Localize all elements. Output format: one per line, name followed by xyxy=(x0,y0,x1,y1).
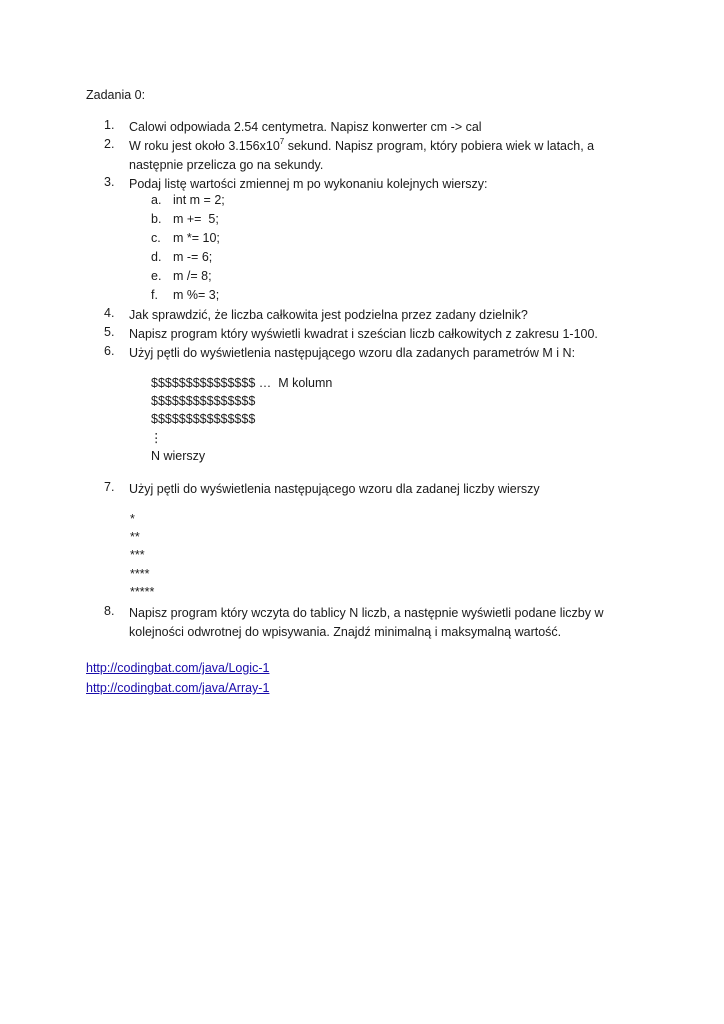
item-text: Podaj listę wartości zmiennej m po wykonaniu kolejnych wierszy: xyxy=(129,177,488,191)
pattern-footer: N wierszy xyxy=(151,449,206,463)
item-text: Napisz program który wyświetli kwadrat i sześcian liczb całkowitych z zakresu 1-100. xyxy=(129,327,598,341)
item-number: 5. xyxy=(104,325,115,339)
item-number: 4. xyxy=(104,306,115,320)
pattern-row-1: $$$$$$$$$$$$$$$ … M kolumn xyxy=(151,376,333,390)
sub-letter: a. xyxy=(151,193,162,207)
sub-letter: d. xyxy=(151,250,162,264)
star-row-1: * xyxy=(130,512,135,526)
sub-code: m *= 10; xyxy=(173,231,220,245)
item-text: Jak sprawdzić, że liczba całkowita jest podzielna przez zadany dzielnik? xyxy=(129,308,528,322)
link-logic-1[interactable]: http://codingbat.com/java/Logic-1 xyxy=(86,661,270,675)
sub-letter: c. xyxy=(151,231,161,245)
item-text xyxy=(129,137,609,175)
item-text: Użyj pętli do wyświetlenia następującego wzoru dla zadanych parametrów M i N: xyxy=(129,346,576,360)
sub-code: m += 5; xyxy=(173,212,219,226)
pattern-row-2: $$$$$$$$$$$$$$$ xyxy=(151,394,256,408)
exponent: 7 xyxy=(279,136,285,146)
item-number: 3. xyxy=(104,175,115,189)
item-number: 8. xyxy=(104,604,115,618)
sub-letter: e. xyxy=(151,269,162,283)
star-row-5: ***** xyxy=(130,585,155,599)
sub-code: m -= 6; xyxy=(173,250,213,264)
item-number: 2. xyxy=(104,137,115,151)
pattern-row-3: $$$$$$$$$$$$$$$ xyxy=(151,412,256,426)
star-row-3: *** xyxy=(130,548,145,562)
item-text-before: W roku jest około 3.156x10 xyxy=(129,139,280,153)
item-text: Napisz program który wczyta do tablicy N liczb, a następnie wyświetli podane liczby w kolejności odwrotnej do wpisywania. Znajdź minimalną i maksymalną wartość. xyxy=(129,606,604,639)
sub-code: int m = 2; xyxy=(173,193,225,207)
item-text: Calowi odpowiada 2.54 centymetra. Napisz konwerter cm -> cal xyxy=(129,120,482,134)
sub-letter: b. xyxy=(151,212,162,226)
star-row-2: ** xyxy=(130,530,140,544)
item-text: Użyj pętli do wyświetlenia następującego wzoru dla zadanej liczby wierszy xyxy=(129,482,540,496)
star-row-4: **** xyxy=(130,567,150,581)
item-text-after: sekund. Napisz program, który pobiera wiek w latach, a następnie przelicza go na sekundy. xyxy=(129,139,595,172)
sub-code: m /= 8; xyxy=(173,269,212,283)
link-array-1[interactable]: http://codingbat.com/java/Array-1 xyxy=(86,681,270,695)
item-number: 7. xyxy=(104,480,115,494)
vertical-ellipsis: ⋮ xyxy=(150,431,163,445)
sub-letter: f. xyxy=(151,288,158,302)
page-title: Zadania 0: xyxy=(86,88,146,102)
item-number: 6. xyxy=(104,344,115,358)
item-number: 1. xyxy=(104,118,115,132)
sub-code: m %= 3; xyxy=(173,288,220,302)
